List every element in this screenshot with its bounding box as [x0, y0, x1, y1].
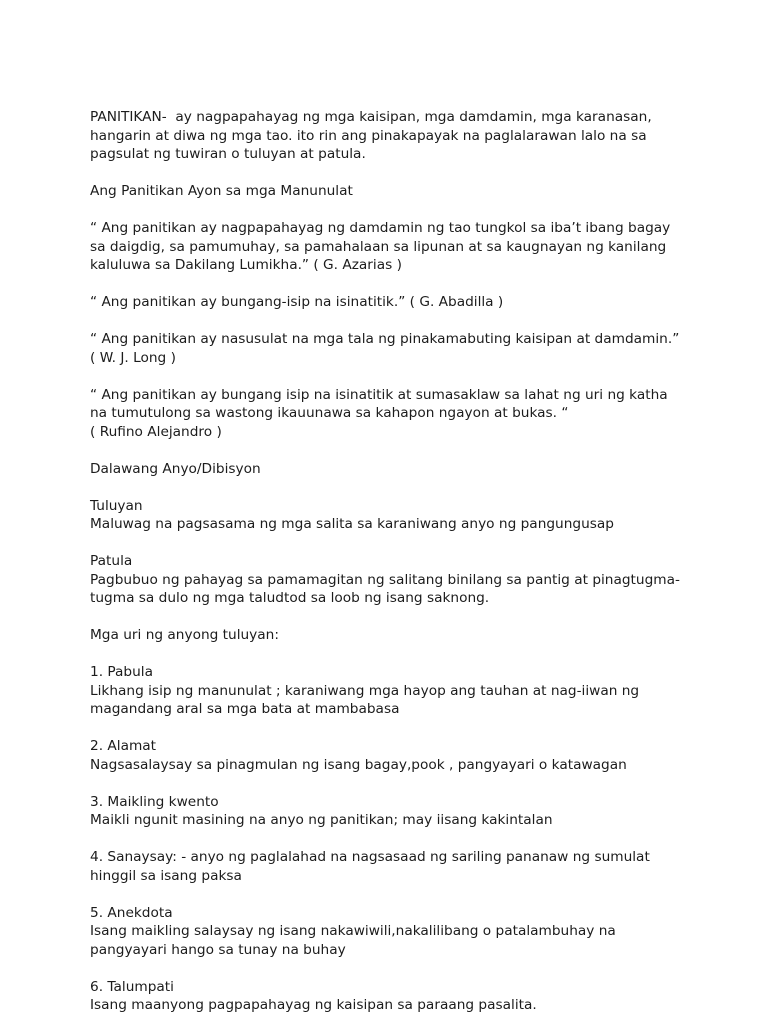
quote-alejandro: [90, 386, 690, 442]
quote-abadilla: [90, 293, 690, 312]
list-item: [90, 904, 690, 960]
list-item: [90, 737, 690, 774]
text-line: “ Ang panitikan ay bungang-isip na isinatitik.” ( G. Abadilla ): [90, 294, 504, 310]
text-line: kaluluwa sa Dakilang Lumikha.” ( G. Azarias ): [90, 257, 402, 273]
text-line: ( Rufino Alejandro ): [90, 423, 222, 440]
intro-paragraph: [90, 108, 690, 164]
list-item-desc: Nagsasalaysay sa pinagmulan ng isang bagay,pook , pangyayari o katawagan: [90, 756, 627, 773]
document-body: [90, 108, 690, 1015]
quote-azarias: [90, 219, 690, 275]
list-item-desc: hinggil sa isang paksa: [90, 867, 242, 884]
list-item: [90, 663, 690, 719]
section-title: Tuluyan: [90, 497, 143, 514]
text-line: PANITIKAN- ay nagpapahayag ng mga kaisipan, mga damdamin, mga karanasan,: [90, 109, 652, 125]
heading-authors: [90, 182, 690, 201]
list-item-title: 5. Anekdota: [90, 904, 173, 921]
list-item-desc: pangyayari hango sa tunay na buhay: [90, 941, 346, 958]
text-line: “ Ang panitikan ay nasusulat na mga tala ng pinakamabuting kaisipan at damdamin.”: [90, 331, 680, 347]
text-line: Pagbubuo ng pahayag sa pamamagitan ng salitang binilang sa pantig at pinagtugma-: [90, 571, 680, 588]
list-item-title: 4. Sanaysay: - anyo ng paglalahad na nagsasaad ng sariling pananaw ng sumulat: [90, 849, 650, 865]
list-item: [90, 848, 690, 885]
heading-text: Dalawang Anyo/Dibisyon: [90, 460, 261, 477]
quote-long: [90, 330, 690, 367]
list-item-desc: Isang maikling salaysay ng isang nakawiwili,nakalilibang o patalambuhay na: [90, 923, 616, 939]
list-item-desc: Likhang isip ng manunulat ; karaniwang mga hayop ang tauhan at nag-iiwan ng: [90, 682, 640, 699]
heading-text: Ang Panitikan Ayon sa mga Manunulat: [90, 183, 353, 199]
section-title: Patula: [90, 553, 133, 569]
list-item-desc: Maikli ngunit masining na anyo ng panitikan; may iisang kakintalan: [90, 812, 553, 828]
text-line: “ Ang panitikan ay nagpapahayag ng damdamin ng tao tungkol sa iba’t ibang bagay: [90, 220, 671, 236]
heading-types: [90, 626, 690, 645]
text-line: ( W. J. Long ): [90, 349, 176, 366]
heading-text: Mga uri ng anyong tuluyan:: [90, 627, 279, 643]
section-patula: [90, 552, 690, 608]
list-item: [90, 793, 690, 830]
section-tuluyan: [90, 497, 690, 534]
text-line: pagsulat ng tuwiran o tuluyan at patula.: [90, 146, 366, 162]
text-line: hangarin at diwa ng mga tao. ito rin ang pinakapayak na paglalarawan lalo na sa: [90, 127, 647, 144]
text-line: na tumutulong sa wastong ikauunawa sa kahapon ngayon at bukas. “: [90, 405, 569, 421]
list-item-title: 6. Talumpati: [90, 978, 174, 995]
text-line: “ Ang panitikan ay bungang isip na isinatitik at sumasaklaw sa lahat ng uri ng katha: [90, 386, 668, 403]
list-item-title: 2. Alamat: [90, 738, 157, 754]
text-line: tugma sa dulo ng mga taludtod sa loob ng isang saknong.: [90, 590, 490, 606]
list-item-title: 1. Pabula: [90, 664, 153, 680]
text-line: sa daigdig, sa pamumuhay, sa pamahalaan sa lipunan at sa kaugnayan ng kanilang: [90, 238, 667, 255]
list-item-desc: magandang aral sa mga bata at mambabasa: [90, 701, 400, 717]
list-item: [90, 978, 690, 1015]
list-item-title: 3. Maikling kwento: [90, 793, 219, 810]
text-line: Maluwag na pagsasama ng mga salita sa karaniwang anyo ng pangungusap: [90, 516, 614, 532]
list-item-desc: Isang maanyong pagpapahayag ng kaisipan sa paraang pasalita.: [90, 997, 537, 1013]
heading-forms: [90, 460, 690, 479]
